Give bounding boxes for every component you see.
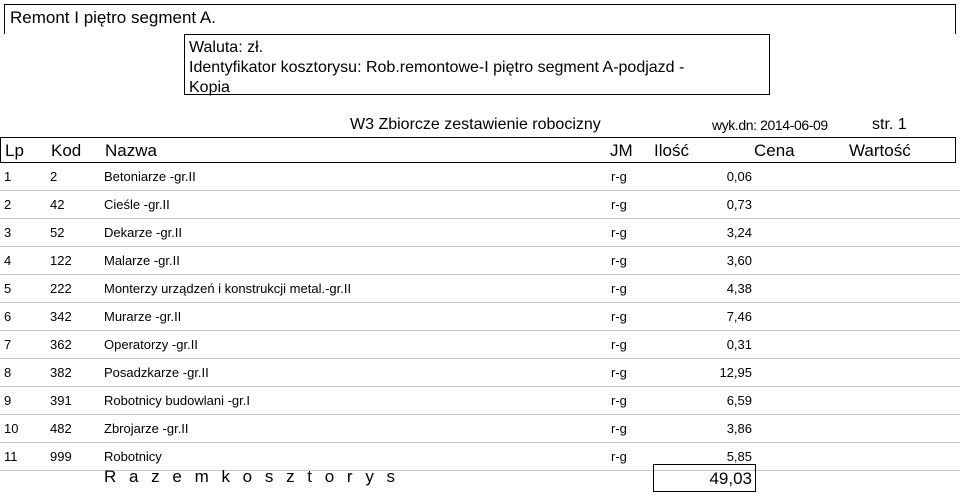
cell-lp: 7 bbox=[4, 337, 12, 352]
column-header-ilosc: Ilość bbox=[654, 141, 689, 160]
cell-ilosc: 4,38 bbox=[726, 281, 752, 296]
report-date: wyk.dn: 2014-06-09 bbox=[712, 117, 828, 133]
table-row bbox=[0, 191, 960, 219]
report-title: W3 Zbiorcze zestawienie robocizny bbox=[350, 116, 601, 133]
cell-nazwa: Dekarze -gr.II bbox=[104, 225, 183, 240]
column-header-lp: Lp bbox=[5, 141, 24, 160]
table-row bbox=[0, 359, 960, 387]
cell-nazwa: Robotnicy budowlani -gr.I bbox=[104, 393, 250, 408]
cell-jm: r-g bbox=[611, 337, 627, 352]
table-row bbox=[0, 247, 960, 275]
cell-kod: 222 bbox=[50, 281, 72, 296]
table-body bbox=[0, 163, 960, 471]
cell-ilosc: 7,46 bbox=[726, 309, 752, 324]
cell-kod: 42 bbox=[50, 197, 65, 212]
cell-ilosc: 3,60 bbox=[726, 253, 752, 268]
table-row bbox=[0, 163, 960, 191]
cell-kod: 52 bbox=[50, 225, 65, 240]
document-title: Remont I piętro segment A. bbox=[4, 4, 956, 34]
cell-lp: 10 bbox=[4, 421, 19, 436]
cell-lp: 4 bbox=[4, 253, 12, 268]
currency-label: Waluta: zł. bbox=[189, 39, 264, 56]
cell-nazwa: Betoniarze -gr.II bbox=[104, 169, 196, 184]
cell-ilosc: 12,95 bbox=[719, 365, 752, 380]
cell-ilosc: 0,31 bbox=[726, 337, 752, 352]
cell-ilosc: 6,59 bbox=[726, 393, 752, 408]
cell-jm: r-g bbox=[611, 225, 627, 240]
cell-jm: r-g bbox=[611, 253, 627, 268]
cell-lp: 5 bbox=[4, 281, 12, 296]
cell-lp: 8 bbox=[4, 365, 12, 380]
total-label: R a z e m k o s z t o r y s bbox=[104, 467, 400, 486]
cell-jm: r-g bbox=[611, 421, 627, 436]
cell-jm: r-g bbox=[611, 169, 627, 184]
cost-estimate-info bbox=[184, 34, 770, 95]
cell-lp: 6 bbox=[4, 309, 12, 324]
cell-jm: r-g bbox=[611, 197, 627, 212]
cell-lp: 1 bbox=[4, 169, 12, 184]
cell-kod: 2 bbox=[50, 169, 58, 184]
table-row bbox=[0, 415, 960, 443]
cell-jm: r-g bbox=[611, 365, 627, 380]
cell-nazwa: Operatorzy -gr.II bbox=[104, 337, 198, 352]
cell-kod: 362 bbox=[50, 337, 72, 352]
cell-ilosc: 3,24 bbox=[726, 225, 752, 240]
table-row bbox=[0, 331, 960, 359]
estimate-identifier-continued: Kopia bbox=[189, 79, 230, 96]
cell-nazwa: Posadzkarze -gr.II bbox=[104, 365, 209, 380]
cell-ilosc: 0,06 bbox=[726, 169, 752, 184]
cell-nazwa: Murarze -gr.II bbox=[104, 309, 182, 324]
cell-ilosc: 0,73 bbox=[726, 197, 752, 212]
column-header-nazwa: Nazwa bbox=[105, 141, 157, 160]
page-number: str. 1 bbox=[872, 116, 907, 133]
cell-lp: 2 bbox=[4, 197, 12, 212]
cell-kod: 999 bbox=[50, 449, 72, 464]
cell-lp: 11 bbox=[4, 449, 18, 464]
cell-kod: 482 bbox=[50, 421, 72, 436]
cell-kod: 122 bbox=[50, 253, 72, 268]
cell-lp: 3 bbox=[4, 225, 12, 240]
total-value: 49,03 bbox=[653, 464, 756, 492]
cell-kod: 342 bbox=[50, 309, 72, 324]
cell-nazwa: Zbrojarze -gr.II bbox=[104, 421, 189, 436]
cell-nazwa: Malarze -gr.II bbox=[104, 253, 180, 268]
cell-nazwa: Monterzy urządzeń i konstrukcji metal.-gr.II bbox=[104, 281, 352, 296]
column-header-cena: Cena bbox=[754, 141, 795, 160]
table-header bbox=[0, 137, 956, 163]
column-header-wartosc: Wartość bbox=[849, 141, 911, 160]
column-header-jm: JM bbox=[610, 141, 633, 160]
column-header-kod: Kod bbox=[51, 141, 82, 160]
cell-jm: r-g bbox=[611, 393, 627, 408]
cell-ilosc: 5,85 bbox=[726, 449, 752, 464]
table-row bbox=[0, 275, 960, 303]
table-row bbox=[0, 387, 960, 415]
cell-nazwa: Robotnicy bbox=[104, 449, 162, 464]
cell-nazwa: Cieśle -gr.II bbox=[104, 197, 170, 212]
cell-jm: r-g bbox=[611, 281, 627, 296]
cell-ilosc: 3,86 bbox=[726, 421, 752, 436]
table-row bbox=[0, 303, 960, 331]
cell-lp: 9 bbox=[4, 393, 12, 408]
estimate-identifier: Identyfikator kosztorysu: Rob.remontowe-I piętro segment A-podjazd - bbox=[189, 59, 685, 76]
cell-kod: 391 bbox=[50, 393, 72, 408]
cell-kod: 382 bbox=[50, 365, 72, 380]
cell-jm: r-g bbox=[611, 309, 627, 324]
table-row bbox=[0, 219, 960, 247]
cell-jm: r-g bbox=[611, 449, 627, 464]
